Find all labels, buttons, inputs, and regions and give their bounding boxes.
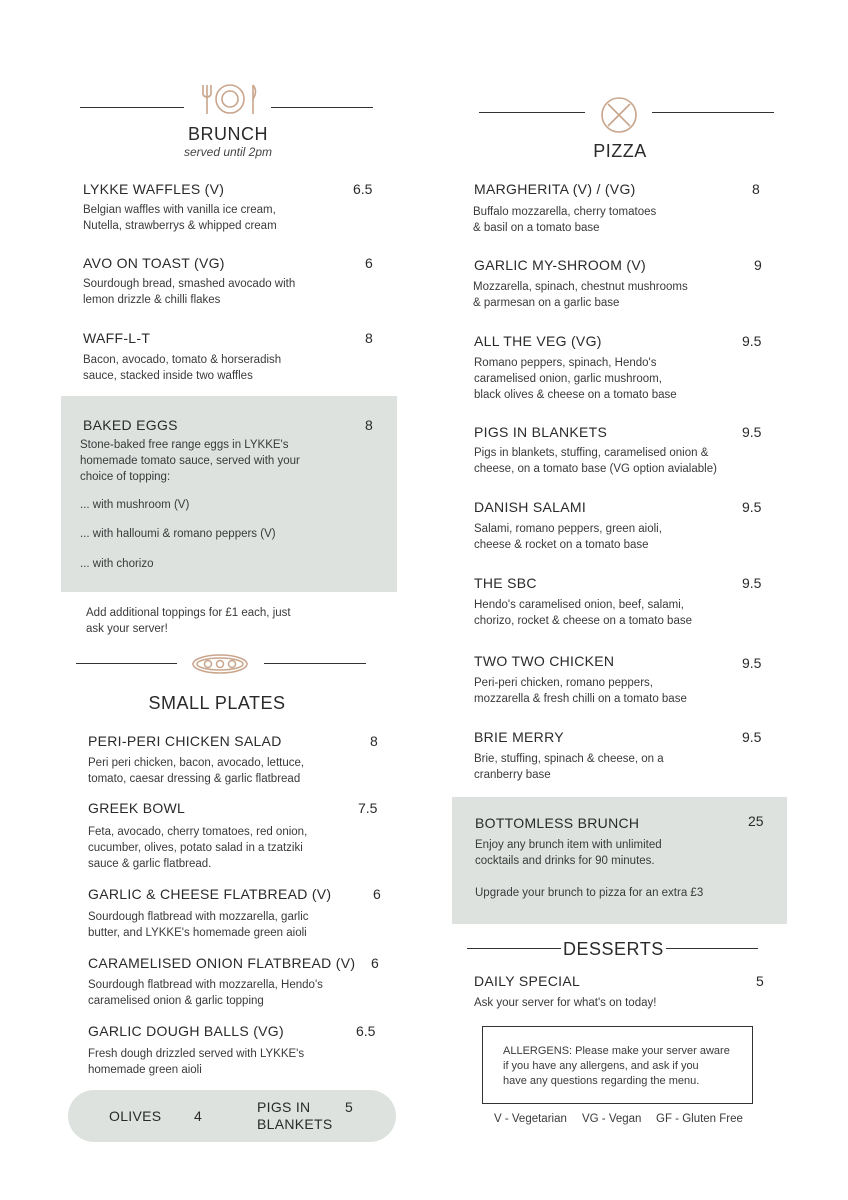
small-plate-item-desc: Sourdough flatbread with mozzarella, garlic butter, and LYKKE's homemade green aioli: [88, 911, 309, 939]
small-plate-item-desc: Sourdough flatbread with mozzarella, Hendo's caramelised onion & garlic topping: [88, 979, 323, 1007]
bottomless-desc: Enjoy any brunch item with unlimited cocktails and drinks for 90 minutes.: [475, 839, 662, 867]
pizza-item-price: 9.5: [742, 575, 762, 591]
pizza-item-price: 9.5: [742, 499, 762, 515]
small-plate-item-price: 6.5: [356, 1023, 376, 1039]
pizza-item-desc: Mozzarella, spinach, chestnut mushrooms & parmesan on a garlic base: [473, 281, 688, 309]
allergens-text: ALLERGENS: Please make your server aware if you have any allergens, and ask if you have any questions regarding the menu.: [503, 1045, 730, 1087]
brunch-item-price: 6.5: [353, 181, 373, 197]
brunch-title: BRUNCH: [187, 124, 268, 144]
pizza-rule-left: [479, 112, 585, 113]
small-plates-title: SMALL PLATES: [148, 693, 286, 713]
legend-vegetarian: V - Vegetarian: [494, 1113, 567, 1125]
bottomless-price: 25: [748, 813, 764, 829]
small-plate-item-desc: Feta, avocado, cherry tomatoes, red onion, cucumber, olives, potato salad in a tzatziki sauce & garlic flatbread.: [88, 826, 308, 870]
extra-item-price: 4: [194, 1108, 202, 1124]
baked-eggs-price: 8: [365, 417, 373, 433]
extra-item-name: OLIVES: [109, 1108, 162, 1124]
pizza-item-desc: Peri-peri chicken, romano peppers, mozzarella & fresh chilli on a tomato base: [474, 677, 687, 705]
desserts-rule-left: [467, 948, 561, 949]
pizza-item-desc: Hendo's caramelised onion, beef, salami, chorizo, rocket & cheese on a tomato base: [474, 599, 692, 627]
brunch-item-desc: Sourdough bread, smashed avocado with lemon drizzle & chilli flakes: [83, 278, 296, 306]
pizza-item-price: 9.5: [742, 655, 762, 671]
bottomless-upgrade: Upgrade your brunch to pizza for an extra £3: [475, 887, 704, 899]
brunch-rule-left: [80, 107, 184, 108]
pizza-item-price: 8: [752, 181, 760, 197]
small-plates-rule-left: [76, 663, 177, 664]
desserts-title: DESSERTS: [563, 939, 664, 959]
brunch-item-desc: Bacon, avocado, tomato & horseradish sauce, stacked inside two waffles: [83, 354, 282, 382]
small-plate-item-name: GARLIC & CHEESE FLATBREAD (V): [88, 886, 332, 902]
brunch-item-name: LYKKE WAFFLES (V): [83, 181, 225, 197]
pizza-item-price: 9.5: [742, 729, 762, 745]
small-plates-rule-right: [264, 663, 366, 664]
pizza-item-name: THE SBC: [474, 575, 537, 591]
pizza-item-name: MARGHERITA (V) / (VG): [474, 181, 636, 197]
baked-eggs-desc: Stone-baked free range eggs in LYKKE's homemade tomato sauce, served with your choice of topping:: [80, 439, 300, 483]
cutlery-plate-icon: [200, 83, 260, 117]
pizza-item-desc: Brie, stuffing, spinach & cheese, on a cranberry base: [474, 753, 664, 781]
brunch-item-name: WAFF-L-T: [83, 330, 151, 346]
pizza-item-price: 9: [754, 257, 762, 273]
desserts-rule-right: [666, 948, 758, 949]
small-plate-item-desc: Peri peri chicken, bacon, avocado, lettuce, tomato, caesar dressing & garlic flatbread: [88, 757, 305, 785]
brunch-item-price: 8: [365, 330, 373, 346]
pizza-icon: [600, 96, 638, 134]
extra-item-price: 5: [345, 1099, 353, 1115]
brunch-rule-right: [271, 107, 373, 108]
pizza-rule-right: [652, 112, 774, 113]
small-plate-item-price: 8: [370, 733, 378, 749]
small-plate-item-name: GREEK BOWL: [88, 800, 186, 816]
legend-vegan: VG - Vegan: [582, 1113, 642, 1125]
small-plate-item-name: GARLIC DOUGH BALLS (VG): [88, 1023, 284, 1039]
toppings-note: Add additional toppings for £1 each, just ask your server!: [86, 607, 291, 635]
extra-item-name: PIGS IN BLANKETS: [257, 1099, 333, 1132]
pizza-item-name: BRIE MERRY: [474, 729, 564, 745]
small-plate-item-price: 7.5: [358, 800, 378, 816]
brunch-subtitle: served until 2pm: [183, 145, 273, 159]
pizza-item-price: 9.5: [742, 424, 762, 440]
dessert-item-name: DAILY SPECIAL: [474, 973, 581, 989]
pizza-item-price: 9.5: [742, 333, 762, 349]
bottomless-name: BOTTOMLESS BRUNCH: [475, 815, 640, 831]
baked-eggs-option: ... with halloumi & romano peppers (V): [80, 528, 276, 540]
pizza-item-name: DANISH SALAMI: [474, 499, 587, 515]
baked-eggs-option: ... with chorizo: [80, 558, 154, 570]
dessert-item-desc: Ask your server for what's on today!: [474, 997, 657, 1009]
pizza-item-name: PIGS IN BLANKETS: [474, 424, 608, 440]
legend-gluten-free: GF - Gluten Free: [656, 1113, 743, 1125]
tray-icon: [191, 653, 249, 675]
brunch-item-name: AVO ON TOAST (VG): [83, 255, 225, 271]
pizza-item-desc: Buffalo mozzarella, cherry tomatoes & basil on a tomato base: [473, 206, 657, 234]
pizza-title: PIZZA: [593, 141, 647, 161]
pizza-item-desc: Romano peppers, spinach, Hendo's caramelised onion, garlic mushroom, black olives & cheese on a tomato base: [474, 357, 677, 401]
small-plate-item-name: PERI-PERI CHICKEN SALAD: [88, 733, 282, 749]
small-plate-item-name: CARAMELISED ONION FLATBREAD (V): [88, 955, 356, 971]
pizza-item-desc: Salami, romano peppers, green aioli, cheese & rocket on a tomato base: [474, 523, 662, 551]
dessert-item-price: 5: [756, 973, 764, 989]
small-plate-item-desc: Fresh dough drizzled served with LYKKE's homemade green aioli: [88, 1048, 305, 1076]
pizza-item-desc: Pigs in blankets, stuffing, caramelised onion & cheese, on a tomato base (VG option avialable): [474, 447, 717, 475]
pizza-item-name: TWO TWO CHICKEN: [474, 653, 615, 669]
brunch-item-price: 6: [365, 255, 373, 271]
baked-eggs-option: ... with mushroom (V): [80, 499, 190, 511]
pizza-item-name: ALL THE VEG (VG): [474, 333, 602, 349]
brunch-item-desc: Belgian waffles with vanilla ice cream, Nutella, strawberrys & whipped cream: [83, 204, 277, 232]
small-plate-item-price: 6: [373, 886, 381, 902]
small-plate-item-price: 6: [371, 955, 379, 971]
baked-eggs-name: BAKED EGGS: [83, 417, 178, 433]
pizza-item-name: GARLIC MY-SHROOM (V): [474, 257, 646, 273]
